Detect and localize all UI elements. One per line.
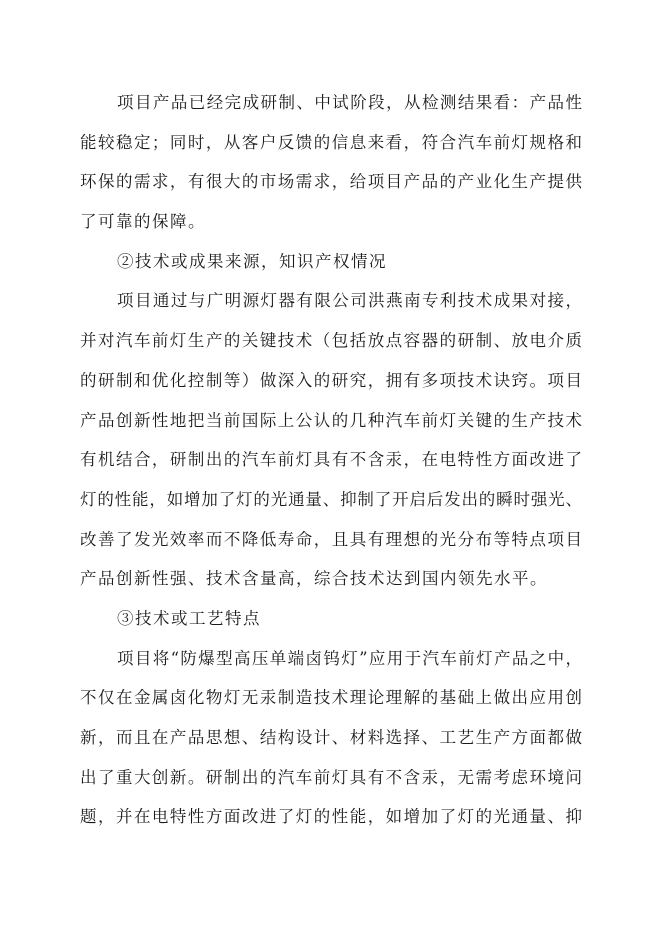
text-line: 了可靠的保障。 [80,212,206,232]
text-line: 题，并在电特性方面改进了灯的性能，如增加了灯的光通量、抑 [80,807,582,827]
text-line: 的研制和优化控制等）做深入的研究，拥有多项技术诀窍。项目 [80,370,582,390]
paragraph [80,639,582,837]
text-line: 项目通过与广明源灯器有限公司洪燕南专利技术成果对接， [117,291,582,311]
text-line: 有机结合，研制出的汽车前灯具有不含汞，在电特性方面改进了 [80,450,582,470]
text-line: 项目将“防爆型高压单端卤钨灯”应用于汽车前灯产品之中， [117,648,582,668]
heading-text: ②技术或成果来源，知识产权情况 [117,251,387,271]
text-line: 新，而且在产品思想、结构设计、材料选择、工艺生产方面都做 [80,728,582,747]
text-line: 项目产品已经完成研制、中试阶段，从检测结果看：产品性 [117,93,582,112]
document-body [80,83,582,837]
section-heading [80,242,582,282]
text-line: 并对汽车前灯生产的关键技术（包括放点容器的研制、放电介质 [80,331,582,351]
paragraph [80,83,582,242]
text-line: 改善了发光效率而不降低寿命，且具有理想的光分布等特点项目 [80,529,582,549]
text-line: 出了重大创新。研制出的汽车前灯具有不含汞，无需考虑环境问 [80,767,582,787]
text-line: 产品创新性地把当前国际上公认的几种汽车前灯关键的生产技术 [80,410,582,430]
text-line: 不仅在金属卤化物灯无汞制造技术理论理解的基础上做出应用创 [80,688,582,708]
text-line: 产品创新性强、技术含量高，综合技术达到国内领先水平。 [80,569,548,589]
heading-text: ③技术或工艺特点 [117,608,261,628]
paragraph [80,281,582,599]
text-line: 能较稳定；同时，从客户反馈的信息来看，符合汽车前灯规格和 [80,132,582,152]
text-line: 环保的需求，有很大的市场需求，给项目产品的产业化生产提供 [80,172,582,192]
section-heading [80,599,582,639]
text-line: 灯的性能，如增加了灯的光通量、抑制了开启后发出的瞬时强光、 [80,489,582,509]
